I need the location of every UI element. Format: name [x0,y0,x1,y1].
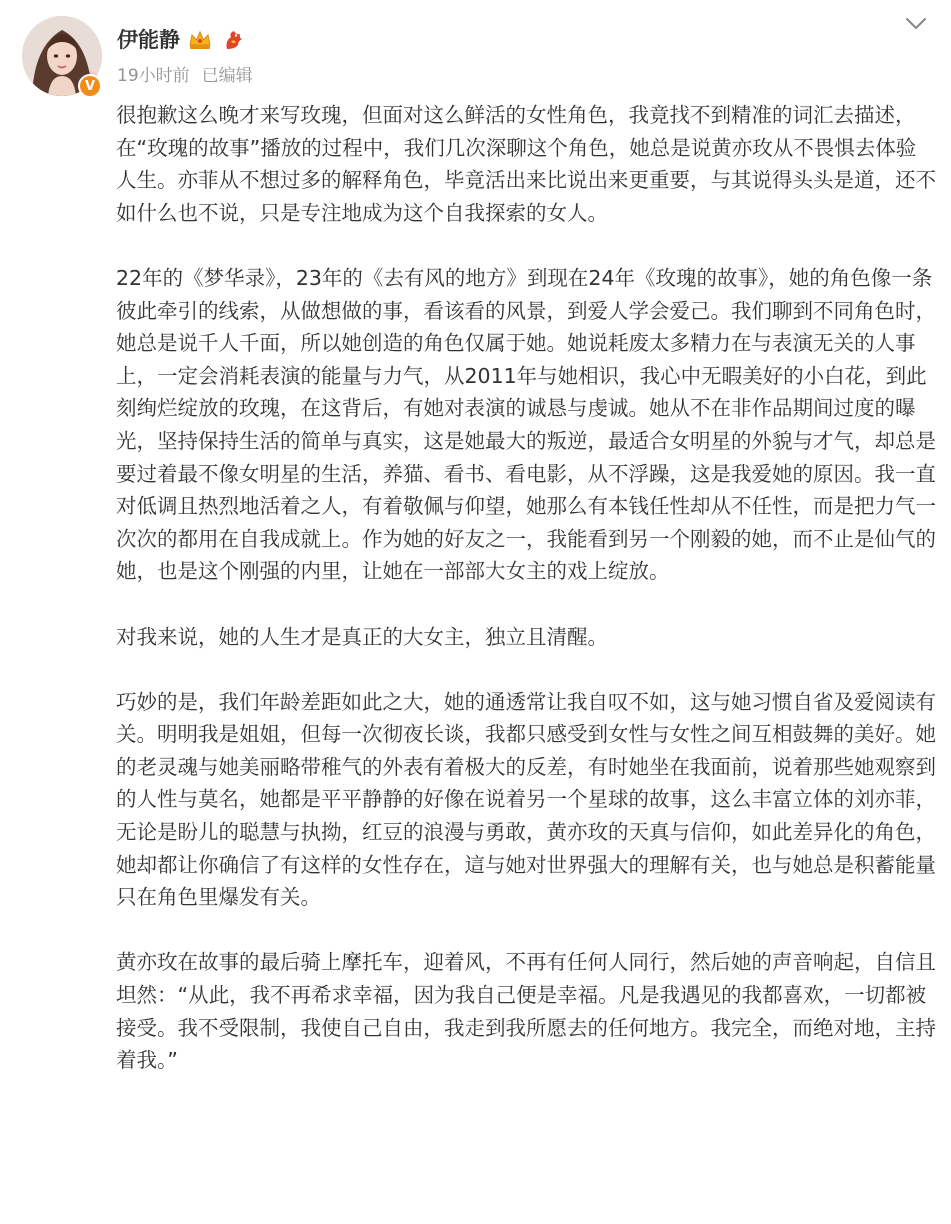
post-time[interactable]: 19小时前 [117,66,190,86]
post-paragraph-3: 对我来说，她的人生才是真正的大女主，独立且清醒。 [116,624,608,649]
post-paragraph-1: 很抱歉这么晚才来写玫瑰，但面对这么鲜活的女性角色，我竟找不到精准的词汇去描述，在“玫瑰的故事”播放的过程中，我们几次深聊这个角色，她总是说黄亦玫从不畏惧去体验人生。亦菲从不想过多的解释角色，毕竟活出来比说出来更重要，与其说得头头是道，还不如什么也不说，只是专注地成为这个自我探索的女人。 [116,103,936,225]
crown-icon[interactable] [187,27,213,53]
post-paragraph-2: 22年的《梦华录》，23年的《去有风的地方》到现在24年《玫瑰的故事》，她的角色像一条彼此牵引的线索，从做想做的事，看该看的风景，到爱人学会爱己。我们聊到不同角色时，她总是说千人千面，所以她创造的角色仅属于她。她说耗废太多精力在与表演无关的人事上，一定会消耗表演的能量与力气，从2011年与她相识，我心中无暇美好的小白花，到此刻绚烂绽放的玫瑰，在这背后，有她对表演的诚恳与虔诚。她从不在非作品期间过度的曝光，坚持保持生活的简单与真实，这是她最大的叛逆，最适合女明星的外貌与才气，却总是要过着最不像女明星的生活，养猫、看书、看电影，从不浮躁，这是我爱她的原因。我一直对低调且热烈地活着之人，有着敬佩与仰望，她那么有本钱任性却从不任性，而是把力气一次次的都用在自我成就上。作为她的好友之一，我能看到另一个刚毅的她，而不止是仙气的她，也是这个刚强的内里，让她在一部部大女主的戏上绽放。 [116,265,936,584]
post-meta [117,63,253,89]
chevron-down-icon[interactable] [903,13,929,33]
username[interactable]: 伊能静 [117,28,180,52]
verified-badge-icon: V [78,74,102,98]
edited-label[interactable]: 已编辑 [201,66,253,86]
post-paragraph-5: 黄亦玫在故事的最后骑上摩托车，迎着风，不再有任何人同行，然后她的声音响起，自信且坦然：“从此，我不再希求幸福，因为我自己便是幸福。凡是我遇见的我都喜欢，一切都被接受。我不受限制，我使自己自由，我走到我所愿去的任何地方。我完全，而绝对地，主持着我。” [116,950,936,1073]
dragon-icon[interactable] [221,27,247,53]
post-content [116,99,936,1077]
post-paragraph-4: 巧妙的是，我们年龄差距如此之大，她的通透常让我自叹不如，这与她习惯自省及爱阅读有关。明明我是姐姐，但每一次彻夜长谈，我都只感受到女性与女性之间互相鼓舞的美好。她的老灵魂与她美丽略带稚气的外表有着极大的反差，有时她坐在我面前，说着那些她观察到的人性与莫名，她都是平平静静的好像在说着另一个星球的故事，这么丰富立体的刘亦菲，无论是盼儿的聪慧与执拗，红豆的浪漫与勇敢，黄亦玫的天真与信仰，如此差异化的角色，她却都让你确信了有这样的女性存在，這与她对世界强大的理解有关，也与她总是积蓄能量只在角色里爆发有关。 [116,689,936,910]
